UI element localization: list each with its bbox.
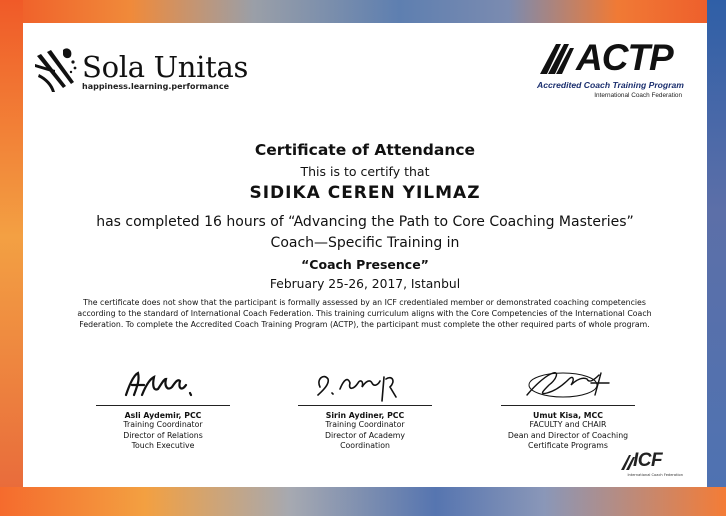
signature-image — [300, 365, 430, 405]
signatory-role: Dean and Director of Coaching — [507, 430, 629, 440]
certificate-disclaimer: The certificate does not show that the participant is formally assessed by an ICF credentialed member or demonstrated coaching competencies according to the standard of International Coach Federation. This training curriculum aligns with the Core Competencies of the International Coach Federation. To complete the Accredited Coach Training Program (ACTP), the participant must complete the other required parts of whole program. — [77, 298, 652, 330]
sola-unitas-name: Sola Unitas — [82, 50, 249, 84]
signatory-name: Sirin Aydiner, PCC — [325, 411, 405, 420]
coach-specific-line: Coach—Specific Training in — [270, 235, 460, 251]
certificate-title: Certificate of Attendance — [254, 141, 476, 159]
actp-logo-text: ACTP — [576, 37, 673, 78]
frame-left-border — [0, 0, 23, 526]
bottom-paper-strip — [0, 516, 726, 526]
signatory-role: Coordination — [340, 441, 390, 451]
signatory-role: Director of Relations — [123, 430, 203, 440]
signature-block-3 — [488, 365, 648, 452]
actp-swoosh-icon — [538, 40, 580, 76]
icf-logo-text: ICF — [633, 450, 663, 471]
certify-line: This is to certify that — [300, 164, 430, 179]
signature-image — [98, 365, 228, 405]
signature-line — [501, 405, 635, 406]
signature-image — [503, 365, 633, 405]
signature-block-1 — [83, 365, 243, 452]
signatory-role: Touch Executive — [131, 441, 195, 451]
signatory-role: Training Coordinator — [325, 420, 405, 429]
recipient-name: SIDIKA CEREN YILMAZ — [249, 183, 481, 203]
completed-line: has completed 16 hours of “Advancing the Path to Core Coaching Masteries” — [96, 214, 634, 230]
signatory-name: Asli Aydemir, PCC — [124, 411, 202, 420]
signatory-role: FACULTY and CHAIR — [529, 420, 607, 429]
frame-top-border — [0, 0, 726, 23]
signatory-role: Certificate Programs — [528, 441, 608, 451]
signature-line — [298, 405, 432, 406]
training-dates: February 25-26, 2017, Istanbul — [269, 277, 461, 291]
icf-organization: International Coach Federation — [627, 473, 683, 477]
signatory-role: Training Coordinator — [123, 420, 203, 429]
frame-right-border — [707, 0, 726, 526]
signature-block-2 — [285, 365, 445, 452]
signatory-role: Director of Academy — [324, 430, 405, 440]
actp-organization: International Coach Federation — [594, 92, 682, 99]
signatory-name: Umut Kisa, MCC — [533, 411, 603, 420]
actp-subtitle: Accredited Coach Training Program — [537, 80, 684, 90]
sola-unitas-tagline: happiness.learning.performance — [82, 82, 229, 91]
signature-line — [96, 405, 230, 406]
program-name: “Coach Presence” — [301, 257, 429, 272]
